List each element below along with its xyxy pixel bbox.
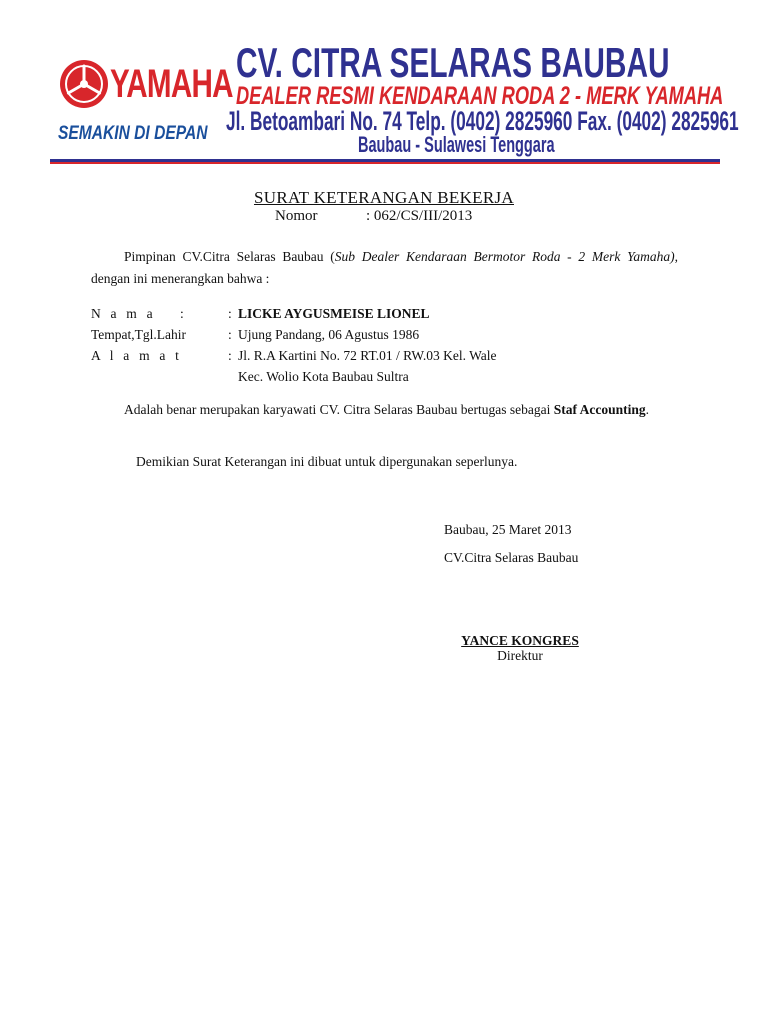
intro-paragraph (91, 246, 678, 290)
statement-text: Adalah benar merupakan karyawati CV. Citra Selaras Baubau bertugas sebagai (124, 402, 554, 417)
address-value-line-1: Jl. R.A Kartini No. 72 RT.01 / RW.03 Kel. Wale (238, 348, 497, 363)
intro-text: Pimpinan CV.Citra Selaras Baubau ( (124, 249, 335, 264)
name-label: N a m a (91, 306, 156, 321)
letter-title: SURAT KETERANGAN BEKERJA (253, 188, 514, 207)
dealer-line: DEALER RESMI KENDARAAN RODA 2 - MERK YAMAHA (236, 82, 724, 110)
company-address: Jl. Betoambari No. 74 Telp. (0402) 2825960 Fax. (0402) 2825961 (226, 106, 739, 136)
brand-tagline: SEMAKIN DI DEPAN (58, 123, 208, 144)
address-colon: : (228, 348, 232, 363)
yamaha-tuning-fork-emblem-icon (58, 58, 110, 110)
name-inner-colon: : (180, 306, 184, 321)
letterhead (50, 39, 739, 162)
closing-paragraph: Demikian Surat Keterangan ini dibuat untuk dipergunakan seperlunya. (136, 454, 518, 469)
yamaha-logo (58, 56, 233, 156)
letterhead-divider-accent (50, 162, 720, 164)
birth-colon: : (228, 327, 232, 342)
signature-place-date: Baubau, 25 Maret 2013 (444, 522, 572, 537)
signatory-name: YANCE KONGRES (461, 633, 579, 648)
name-value: LICKE AYGUSMEISE LIONEL (238, 306, 430, 321)
statement-paragraph (91, 402, 678, 418)
nomor-value: : 062/CS/III/2013 (366, 208, 473, 224)
nomor-label: Nomor (275, 208, 318, 224)
job-position: Staf Accounting (553, 402, 646, 417)
company-name: CV. CITRA SELARAS BAUBAU (236, 39, 670, 86)
company-city: Baubau - Sulawesi Tenggara (358, 132, 555, 157)
address-value-line-2: Kec. Wolio Kota Baubau Sultra (238, 369, 409, 384)
brand-name: YAMAHA (110, 62, 233, 106)
birth-value: Ujung Pandang, 06 Agustus 1986 (238, 327, 420, 342)
birth-label: Tempat,Tgl.Lahir (91, 327, 187, 342)
name-colon: : (228, 306, 232, 321)
address-label: A l a m a t (91, 348, 183, 363)
signature-company: CV.Citra Selaras Baubau (444, 550, 579, 565)
statement-end: . (645, 402, 649, 417)
intro-text-end: , dengan ini menerangkan bahwa : (91, 249, 678, 286)
signatory-title: Direktur (497, 648, 543, 663)
intro-italic-text: Sub Dealer Kendaraan Bermotor Roda - 2 Merk Yamaha) (334, 249, 675, 264)
